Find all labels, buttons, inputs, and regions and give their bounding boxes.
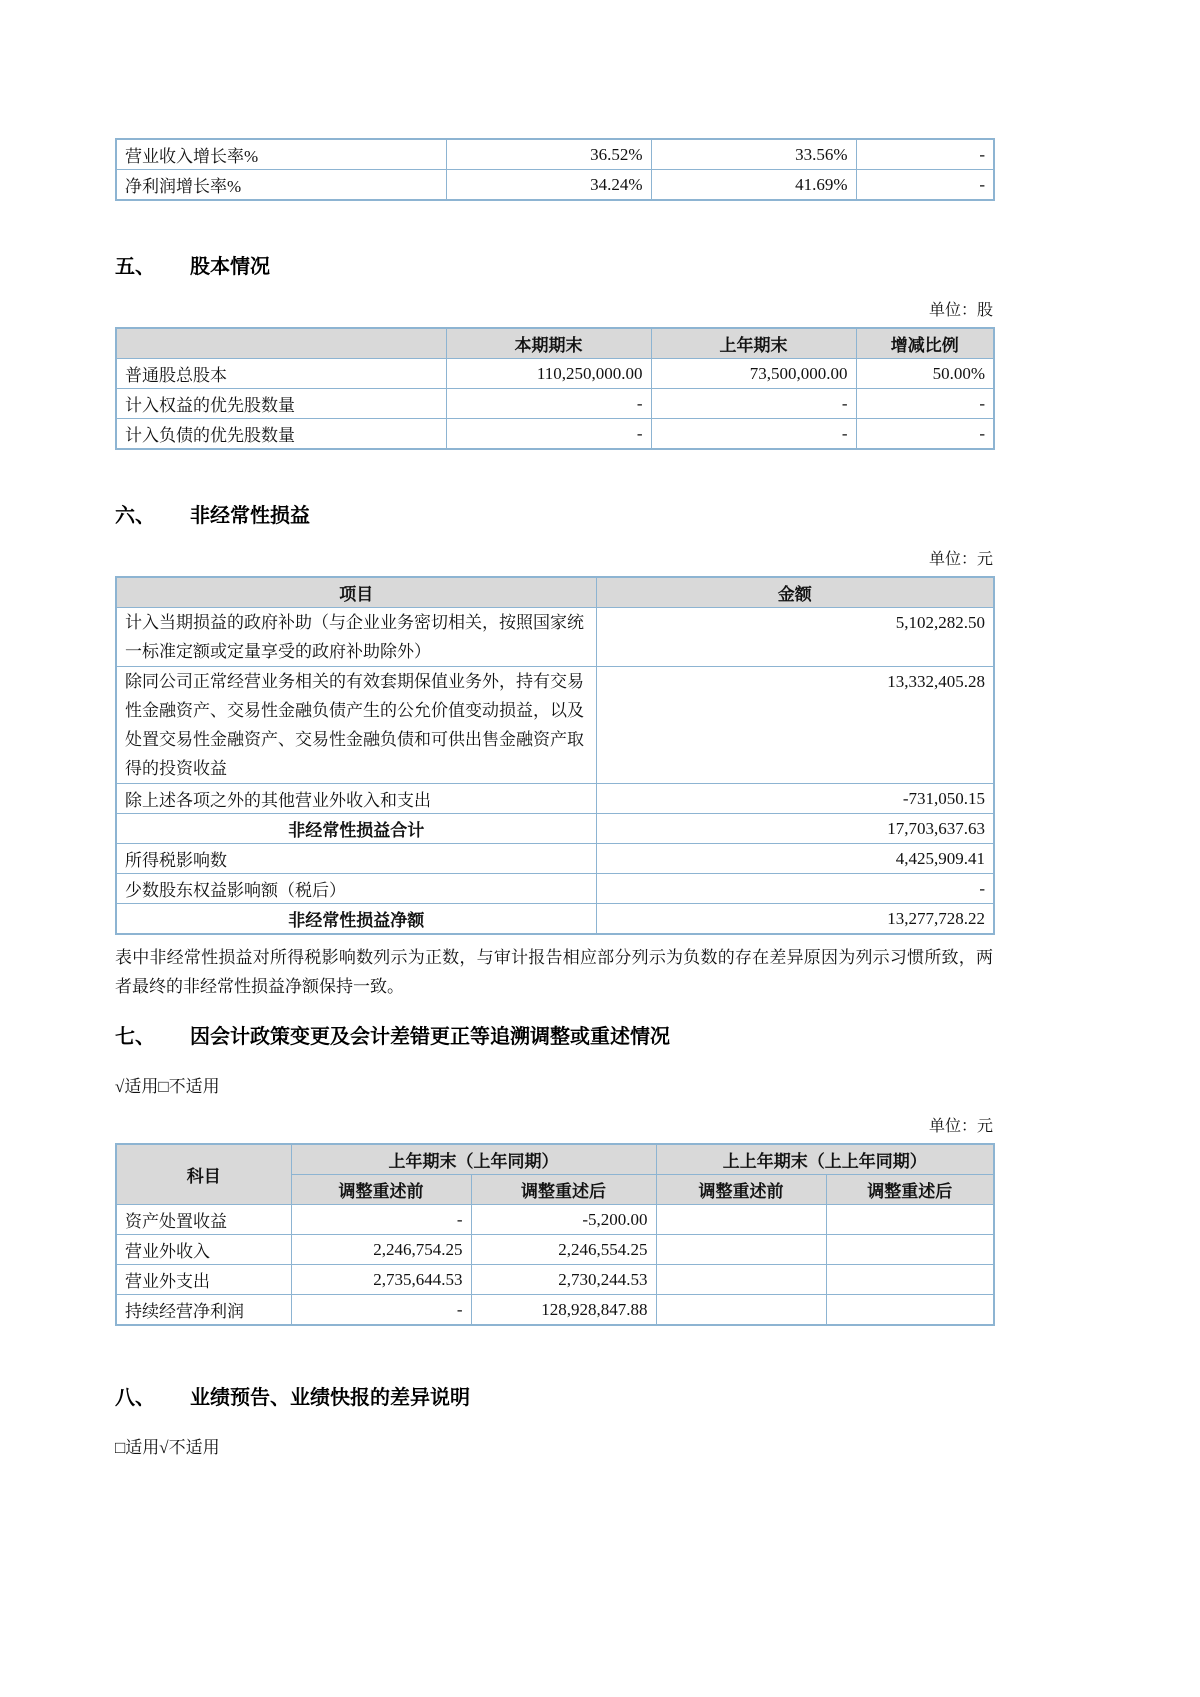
table-row [116, 419, 994, 450]
header-row [116, 577, 994, 608]
cell-prior: 73,500,000.00 [651, 359, 856, 389]
row-label: 计入权益的优先股数量 [116, 389, 446, 419]
cell-current: 34.24% [446, 170, 651, 201]
row-label: 营业外支出 [116, 1265, 291, 1295]
cell-current: - [446, 419, 651, 450]
cell-py-after: -5,200.00 [471, 1205, 656, 1235]
section5-heading [115, 253, 993, 281]
section-number: 七、 [115, 1026, 155, 1048]
applicability-line: √适用□不适用 [115, 1077, 220, 1096]
cell-amount: 13,332,405.28 [596, 667, 994, 784]
cell-prior: 33.56% [651, 139, 856, 170]
table-row-subtotal [116, 814, 994, 844]
non-recurring-note: 表中非经常性损益对所得税影响数列示为正数，与审计报告相应部分列示为负数的存在差异原因为列示习惯所致，两者最终的非经常性损益净额保持一致。 [115, 948, 993, 996]
cell-ppy-after [826, 1295, 994, 1326]
table-row [116, 359, 994, 389]
cell-amount: 17,703,637.63 [596, 814, 994, 844]
col-header-change: 增减比例 [856, 328, 994, 359]
table-row [116, 170, 994, 201]
row-label: 非经常性损益合计 [116, 814, 596, 844]
col-header-amount: 金额 [596, 577, 994, 608]
header-row-groups [116, 1144, 994, 1175]
row-label: 计入当期损益的政府补助（与企业业务密切相关，按照国家统一标准定额或定量享受的政府补助除外） [116, 608, 596, 667]
col-header-prior: 上年期末 [651, 328, 856, 359]
section-number: 八、 [115, 1387, 155, 1409]
row-label: 非经常性损益净额 [116, 904, 596, 935]
sub-header-before: 调整重述前 [656, 1175, 826, 1205]
cell-prior: - [651, 389, 856, 419]
table-row [116, 1205, 994, 1235]
table-row [116, 608, 994, 667]
table-row [116, 844, 994, 874]
cell-amount: 4,425,909.41 [596, 844, 994, 874]
cell-current: 36.52% [446, 139, 651, 170]
cell-ppy-before [656, 1265, 826, 1295]
cell-ppy-after [826, 1265, 994, 1295]
row-label: 计入负债的优先股数量 [116, 419, 446, 450]
section-title: 股本情况 [190, 256, 270, 278]
cell-py-before: 2,735,644.53 [291, 1265, 471, 1295]
table-row [116, 139, 994, 170]
cell-py-before: - [291, 1295, 471, 1326]
table-row [116, 784, 994, 814]
section-number: 五、 [115, 256, 155, 278]
cell-py-after: 2,246,554.25 [471, 1235, 656, 1265]
col-header-item: 项目 [116, 577, 596, 608]
table-row [116, 1295, 994, 1326]
row-label: 净利润增长率% [116, 170, 446, 201]
table-row [116, 1265, 994, 1295]
section8-heading [115, 1384, 993, 1412]
section-number: 六、 [115, 505, 155, 527]
section6-heading [115, 502, 993, 530]
page-content [115, 0, 993, 1460]
row-label: 所得税影响数 [116, 844, 596, 874]
row-label: 营业收入增长率% [116, 139, 446, 170]
unit-label-yuan: 单位：元 [928, 1118, 993, 1135]
cell-py-before: - [291, 1205, 471, 1235]
non-recurring-items-table [115, 576, 995, 935]
table-row-total [116, 904, 994, 935]
cell-amount: -731,050.15 [596, 784, 994, 814]
unit-label-shares: 单位：股 [928, 302, 993, 319]
table-row [116, 1235, 994, 1265]
cell-ppy-before [656, 1295, 826, 1326]
cell-change: 50.00% [856, 359, 994, 389]
cell-ppy-after [826, 1205, 994, 1235]
row-label: 资产处置收益 [116, 1205, 291, 1235]
growth-rate-table [115, 138, 995, 201]
cell-amount: 5,102,282.50 [596, 608, 994, 667]
cell-ppy-before [656, 1205, 826, 1235]
table-row [116, 389, 994, 419]
cell-amount: - [596, 874, 994, 904]
section-title: 非经常性损益 [190, 505, 310, 527]
cell-change: - [856, 419, 994, 450]
cell-py-before: 2,246,754.25 [291, 1235, 471, 1265]
cell-current: - [446, 389, 651, 419]
col-header-current: 本期期末 [446, 328, 651, 359]
cell-amount: 13,277,728.22 [596, 904, 994, 935]
cell-current: 110,250,000.00 [446, 359, 651, 389]
group-header-prior-prior-year: 上上年期末（上上年同期） [656, 1144, 994, 1175]
cell-change: - [856, 389, 994, 419]
row-label: 除上述各项之外的其他营业外收入和支出 [116, 784, 596, 814]
cell-py-after: 2,730,244.53 [471, 1265, 656, 1295]
row-label: 营业外收入 [116, 1235, 291, 1265]
sub-header-after: 调整重述后 [471, 1175, 656, 1205]
table-row [116, 874, 994, 904]
unit-label-yuan: 单位：元 [928, 551, 993, 568]
restatement-table [115, 1143, 995, 1326]
cell-ppy-before [656, 1235, 826, 1265]
sub-header-after: 调整重述后 [826, 1175, 994, 1205]
row-label: 普通股总股本 [116, 359, 446, 389]
applicability-line: □适用√不适用 [115, 1438, 220, 1457]
section7-heading [115, 1023, 993, 1051]
row-label: 除同公司正常经营业务相关的有效套期保值业务外，持有交易性金融资产、交易性金融负债产生的公允价值变动损益，以及处置交易性金融资产、交易性金融负债和可供出售金融资产取得的投资收益 [116, 667, 596, 784]
table-row [116, 667, 994, 784]
col-header-subject: 科目 [116, 1144, 291, 1205]
row-label: 持续经营净利润 [116, 1295, 291, 1326]
cell-prior: - [651, 419, 856, 450]
cell-change: - [856, 170, 994, 201]
cell-prior: 41.69% [651, 170, 856, 201]
cell-change: - [856, 139, 994, 170]
row-label: 少数股东权益影响额（税后） [116, 874, 596, 904]
share-capital-table [115, 327, 995, 450]
cell-ppy-after [826, 1235, 994, 1265]
col-header-empty [116, 328, 446, 359]
header-row [116, 328, 994, 359]
group-header-prior-year: 上年期末（上年同期） [291, 1144, 656, 1175]
section-title: 业绩预告、业绩快报的差异说明 [190, 1387, 470, 1409]
cell-py-after: 128,928,847.88 [471, 1295, 656, 1326]
sub-header-before: 调整重述前 [291, 1175, 471, 1205]
section-title: 因会计政策变更及会计差错更正等追溯调整或重述情况 [190, 1026, 670, 1048]
